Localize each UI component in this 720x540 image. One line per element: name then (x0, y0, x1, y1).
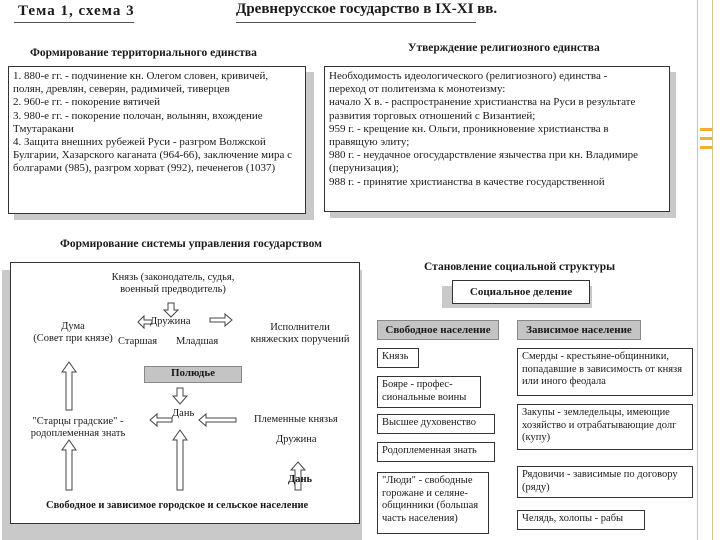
senior-druzhina-label: Старшая (118, 336, 158, 347)
dependent-item-line: или иного феодала (522, 376, 606, 387)
junior-druzhina-label: Младшая (176, 336, 219, 347)
dependent-item-line: хозяйство и отрабатывающие долг (522, 419, 677, 431)
free-item-line: "Люди" - свободные (382, 475, 473, 486)
dependent-item (517, 466, 693, 498)
territorial-line: полян, древлян, северян, радимичей, тиверцев (13, 83, 230, 96)
social-heading: Становление социальной структуры (424, 261, 616, 273)
prince-line: Князь (законодатель, судья, (111, 272, 235, 283)
religious-line: развития торговых отношений с Византией; (329, 109, 536, 122)
duma-label (18, 321, 128, 345)
religious-line: 959 г. - крещение кн. Ольги, проникновение христианства в (329, 122, 609, 135)
religious-line: начало X в. - распространение христианства на Руси в результате (329, 96, 636, 109)
executors-line: Исполнители (270, 322, 330, 333)
arrow-up-icon (62, 440, 76, 490)
free-item-line: Бояре - профес- (382, 379, 453, 390)
arrow-down-icon (173, 388, 187, 404)
arrow-left-icon (199, 414, 236, 426)
arrow-left-icon (150, 414, 172, 426)
territorial-line: Булгарии, Хазарского каганата (964-66), заключение мира с (13, 149, 292, 162)
dependent-item (517, 404, 693, 450)
dependent-item-line: (ряду) (522, 481, 550, 493)
religious-line: Необходимость идеологического (религиозного) единства - (329, 70, 608, 82)
religious-line: правящую элиту; (329, 136, 410, 149)
free-item-line: Родоплеменная знать (382, 445, 477, 456)
tribal-princes-label: Племенные князья (254, 414, 338, 425)
druzhina-label: Дружина (150, 316, 191, 327)
social-division-box: Социальное деление (452, 280, 590, 304)
page-title: Древнерусское государство в IX-XI вв. (236, 1, 498, 17)
dependent-item (517, 510, 645, 530)
dependent-item-line: Челядь, холопы - рабы (522, 513, 624, 524)
dependent-item (517, 348, 693, 396)
religious-heading: Утверждение религиозного единства (408, 42, 600, 54)
prince-label (98, 272, 248, 296)
arrow-up-icon (62, 362, 76, 410)
arrow-right-icon (210, 314, 232, 326)
governance-heading: Формирование системы управления государством (60, 238, 322, 250)
free-population-header: Свободное население (377, 320, 499, 340)
free-item-line: часть населения) (382, 512, 458, 524)
dependent-item-line: попадавшие в зависимость от князя (522, 363, 683, 375)
executors-label (244, 322, 356, 346)
free-item (377, 472, 489, 534)
religious-line: переход от политеизма к монотеизму: (329, 83, 506, 96)
tribute2-label: Дань (288, 474, 313, 485)
dependent-item-line: Смерды - крестьяне-общинники, (522, 351, 669, 362)
duma-line: Дума (61, 321, 85, 332)
executors-line: княжеских поручений (250, 334, 350, 345)
free-item-line: общинники (большая (382, 500, 479, 511)
free-item (377, 348, 419, 368)
free-item-line: горожане и селяне- (382, 487, 468, 499)
free-item (377, 442, 495, 462)
territorial-line: Тмутаракани (13, 122, 74, 135)
polyudye-box: Полюдье (144, 366, 242, 383)
free-item-line: Высшее духовенство (382, 417, 477, 428)
duma-line: (Совет при князе) (33, 333, 113, 344)
free-item-line: Князь (382, 351, 409, 362)
dependent-population-header: Зависимое население (517, 320, 641, 340)
arrow-down-icon (164, 303, 178, 317)
elders-line: родоплеменная знать (30, 428, 126, 439)
prince-line: военный предводитель) (120, 284, 226, 295)
religious-line: (перунизация); (329, 162, 399, 175)
territorial-line: 4. Защита внешних рубежей Руси - разгром Волжской (13, 136, 266, 149)
elders-line: "Старцы градские" - (32, 416, 124, 427)
dependent-item-line: (купу) (522, 432, 551, 443)
territorial-line: 1. 880-е гг. - подчинение кн. Олегом словен, кривичей, (13, 70, 269, 82)
territorial-line: болгарами (985), разгром хорват (992), печенегов (1037) (13, 162, 276, 175)
religious-line: 980 г. - неудачное огосударствление язычества при кн. Владимире (329, 149, 639, 162)
tribal-druzhina-label: Дружина (276, 434, 317, 445)
topic-label: Тема 1, схема 3 (18, 3, 135, 19)
free-item-line: сиональные воины (382, 391, 467, 403)
population-label: Свободное и зависимое городское и сельское население (46, 500, 309, 511)
territorial-line: 3. 980-е гг. - покорение полочан, волынян, вхождение (13, 109, 263, 122)
dependent-item-line: Закупы - земледельцы, имеющие (522, 407, 670, 418)
territorial-heading: Формирование территориального единства (30, 47, 257, 59)
free-item (377, 376, 481, 408)
territorial-line: 2. 960-е гг. - покорение вятичей (13, 96, 161, 109)
elders-label (22, 416, 134, 440)
religious-line: 988 г. - принятие христианства в качестве государственной (329, 175, 605, 188)
tribute-label: Дань (172, 408, 195, 419)
arrow-up-icon (173, 430, 187, 490)
free-item (377, 414, 495, 434)
dependent-item-line: Рядовичи - зависимые по договору (522, 469, 678, 480)
